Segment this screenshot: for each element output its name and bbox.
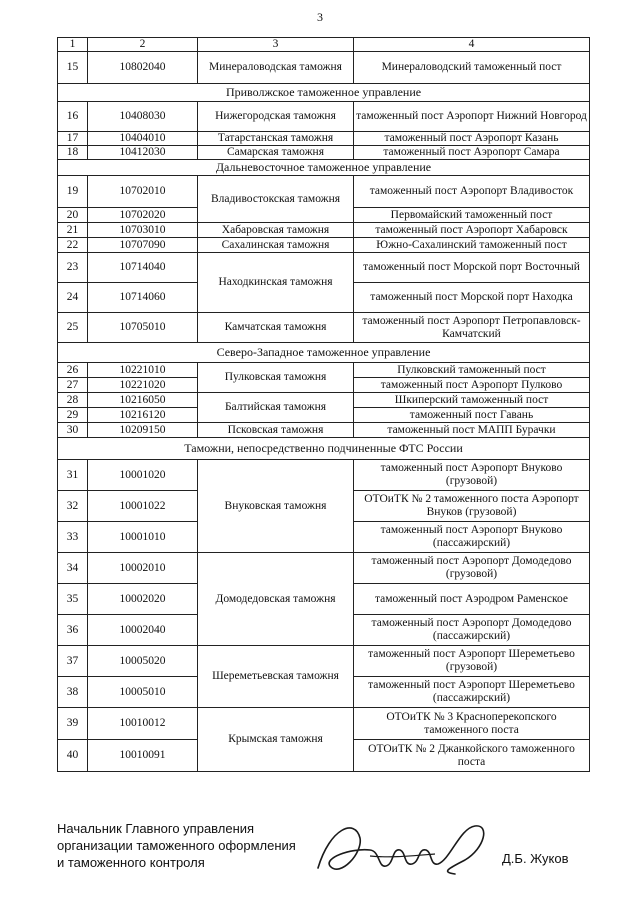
section-row — [58, 438, 590, 460]
customs-post: таможенный пост Аэропорт Петропавловск-Камчатский — [354, 313, 590, 343]
customs-posts-table — [57, 37, 590, 772]
customs-name: Самарская таможня — [198, 146, 354, 160]
customs-code: 10005020 — [88, 646, 198, 677]
table-row — [58, 176, 590, 208]
signer-position-line-2: организации таможенного оформления — [57, 838, 296, 853]
customs-name: Крымская таможня — [198, 708, 354, 772]
customs-post: Пулковский таможенный пост — [354, 363, 590, 378]
customs-post: таможенный пост Морской порт Находка — [354, 283, 590, 313]
table-row — [58, 102, 590, 132]
table-row — [58, 146, 590, 160]
row-number: 23 — [58, 253, 88, 283]
customs-code: 10221020 — [88, 378, 198, 393]
row-number: 17 — [58, 132, 88, 146]
customs-code: 10010091 — [88, 740, 198, 772]
customs-code: 10221010 — [88, 363, 198, 378]
customs-code: 10703010 — [88, 223, 198, 238]
customs-name: Владивостокская таможня — [198, 176, 354, 223]
customs-post: таможенный пост Аэропорт Внуково (пассажирский) — [354, 522, 590, 553]
section-title: Северо-Западное таможенное управление — [58, 343, 590, 363]
header-col-1: 1 — [58, 38, 88, 52]
table-row — [58, 253, 590, 283]
customs-post: таможенный пост Морской порт Восточный — [354, 253, 590, 283]
row-number: 36 — [58, 615, 88, 646]
customs-code: 10404010 — [88, 132, 198, 146]
customs-post: таможенный пост Аэропорт Домодедово (пассажирский) — [354, 615, 590, 646]
row-number: 21 — [58, 223, 88, 238]
customs-code: 10001022 — [88, 491, 198, 522]
customs-code: 10702010 — [88, 176, 198, 208]
table-row — [58, 553, 590, 584]
customs-post: таможенный пост Аэропорт Пулково — [354, 378, 590, 393]
customs-name: Хабаровская таможня — [198, 223, 354, 238]
table-row — [58, 238, 590, 253]
row-number: 20 — [58, 208, 88, 223]
section-row — [58, 84, 590, 102]
signer-position-line-1: Начальник Главного управления — [57, 821, 255, 836]
row-number: 38 — [58, 677, 88, 708]
table-header-row — [58, 38, 590, 52]
customs-post: таможенный пост Аэропорт Внуково (грузовой) — [354, 460, 590, 491]
row-number: 24 — [58, 283, 88, 313]
row-number: 26 — [58, 363, 88, 378]
customs-post: Минераловодский таможенный пост — [354, 52, 590, 84]
handwritten-signature — [300, 808, 500, 888]
section-title: Дальневосточное таможенное управление — [58, 160, 590, 176]
table-row — [58, 52, 590, 84]
table-row — [58, 313, 590, 343]
customs-post: ОТОиТК № 3 Красноперекопского таможенного поста — [354, 708, 590, 740]
row-number: 27 — [58, 378, 88, 393]
section-title: Приволжское таможенное управление — [58, 84, 590, 102]
customs-code: 10002040 — [88, 615, 198, 646]
customs-name: Балтийская таможня — [198, 393, 354, 423]
customs-name: Домодедовская таможня — [198, 553, 354, 646]
table-row — [58, 363, 590, 378]
row-number: 19 — [58, 176, 88, 208]
customs-code: 10714060 — [88, 283, 198, 313]
row-number: 39 — [58, 708, 88, 740]
row-number: 16 — [58, 102, 88, 132]
table-row — [58, 423, 590, 438]
customs-code: 10216050 — [88, 393, 198, 408]
row-number: 30 — [58, 423, 88, 438]
customs-name: Нижегородская таможня — [198, 102, 354, 132]
signer-position-line-3: и таможенного контроля — [57, 855, 205, 870]
page-number: 3 — [317, 10, 323, 24]
customs-post: Южно-Сахалинский таможенный пост — [354, 238, 590, 253]
signature-block — [57, 820, 296, 871]
customs-post: Шкиперский таможенный пост — [354, 393, 590, 408]
customs-post: ОТОиТК № 2 Джанкойского таможенного поста — [354, 740, 590, 772]
customs-post: таможенный пост Аэропорт Нижний Новгород — [354, 102, 590, 132]
customs-code: 10005010 — [88, 677, 198, 708]
customs-code: 10216120 — [88, 408, 198, 423]
row-number: 15 — [58, 52, 88, 84]
customs-name: Камчатская таможня — [198, 313, 354, 343]
customs-code: 10408030 — [88, 102, 198, 132]
table-row — [58, 646, 590, 677]
row-number: 22 — [58, 238, 88, 253]
row-number: 37 — [58, 646, 88, 677]
section-row — [58, 343, 590, 363]
customs-name: Пулковская таможня — [198, 363, 354, 393]
table-row — [58, 132, 590, 146]
header-col-2: 2 — [88, 38, 198, 52]
customs-code: 10702020 — [88, 208, 198, 223]
customs-post: таможенный пост Аэропорт Хабаровск — [354, 223, 590, 238]
customs-post: таможенный пост Аэродром Раменское — [354, 584, 590, 615]
customs-post: таможенный пост Аэропорт Шереметьево (пассажирский) — [354, 677, 590, 708]
customs-code: 10002010 — [88, 553, 198, 584]
table-row — [58, 393, 590, 408]
table-row — [58, 223, 590, 238]
customs-code: 10412030 — [88, 146, 198, 160]
customs-name: Шереметьевская таможня — [198, 646, 354, 708]
row-number: 25 — [58, 313, 88, 343]
header-col-4: 4 — [354, 38, 590, 52]
customs-post: таможенный пост МАПП Бурачки — [354, 423, 590, 438]
section-title: Таможни, непосредственно подчиненные ФТС России — [58, 438, 590, 460]
customs-code: 10209150 — [88, 423, 198, 438]
customs-post: таможенный пост Аэропорт Казань — [354, 132, 590, 146]
section-row — [58, 160, 590, 176]
customs-code: 10001020 — [88, 460, 198, 491]
customs-post: таможенный пост Аэропорт Владивосток — [354, 176, 590, 208]
row-number: 34 — [58, 553, 88, 584]
customs-name: Минераловодская таможня — [198, 52, 354, 84]
customs-post: таможенный пост Аэропорт Шереметьево (грузовой) — [354, 646, 590, 677]
customs-name: Татарстанская таможня — [198, 132, 354, 146]
customs-code: 10705010 — [88, 313, 198, 343]
customs-post: таможенный пост Гавань — [354, 408, 590, 423]
customs-code: 10802040 — [88, 52, 198, 84]
row-number: 35 — [58, 584, 88, 615]
row-number: 31 — [58, 460, 88, 491]
customs-post: ОТОиТК № 2 таможенного поста Аэропорт Внуков (грузовой) — [354, 491, 590, 522]
table-row — [58, 708, 590, 740]
header-col-3: 3 — [198, 38, 354, 52]
signer-name: Д.Б. Жуков — [502, 851, 569, 866]
customs-name: Находкинская таможня — [198, 253, 354, 313]
row-number: 18 — [58, 146, 88, 160]
customs-code: 10001010 — [88, 522, 198, 553]
customs-code: 10002020 — [88, 584, 198, 615]
customs-code: 10010012 — [88, 708, 198, 740]
customs-code: 10714040 — [88, 253, 198, 283]
customs-name: Внуковская таможня — [198, 460, 354, 553]
row-number: 29 — [58, 408, 88, 423]
table-row — [58, 460, 590, 491]
row-number: 33 — [58, 522, 88, 553]
customs-post: таможенный пост Аэропорт Самара — [354, 146, 590, 160]
row-number: 40 — [58, 740, 88, 772]
customs-post: Первомайский таможенный пост — [354, 208, 590, 223]
row-number: 28 — [58, 393, 88, 408]
customs-post: таможенный пост Аэропорт Домодедово (грузовой) — [354, 553, 590, 584]
customs-name: Сахалинская таможня — [198, 238, 354, 253]
customs-code: 10707090 — [88, 238, 198, 253]
customs-name: Псковская таможня — [198, 423, 354, 438]
row-number: 32 — [58, 491, 88, 522]
